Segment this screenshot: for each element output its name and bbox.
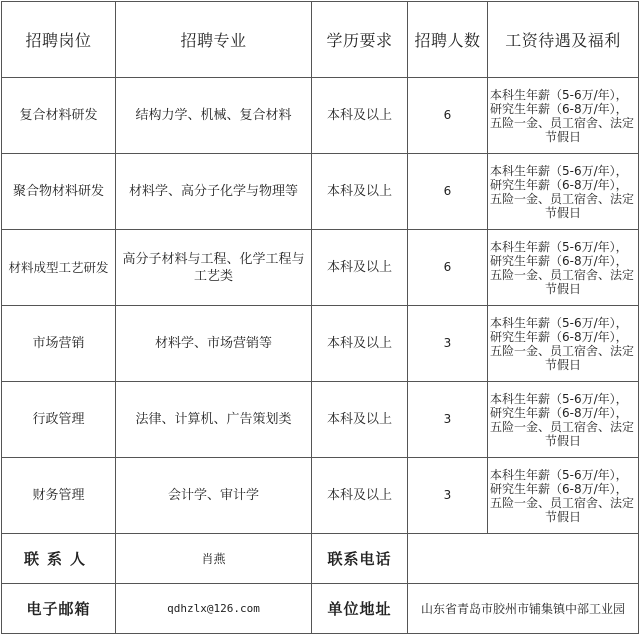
- header-education: 学历要求: [312, 2, 408, 78]
- table-row: [2, 382, 639, 458]
- benefit-line: 研究生年薪（6-8万/年），: [490, 405, 628, 420]
- header-benefits: 工资待遇及福利: [488, 2, 639, 78]
- count-cell: 3: [408, 458, 488, 534]
- position-cell: 复合材料研发: [2, 78, 116, 154]
- recruitment-table: [1, 1, 639, 634]
- benefit-line: 本科生年薪（5-6万/年），: [490, 239, 628, 254]
- table-row: [2, 154, 639, 230]
- count-cell: 6: [408, 230, 488, 306]
- major-cell: 会计学、审计学: [116, 458, 312, 534]
- count-cell: 6: [408, 154, 488, 230]
- position-cell: 市场营销: [2, 306, 116, 382]
- major-cell: 材料学、市场营销等: [116, 306, 312, 382]
- major-cell: 结构力学、机械、复合材料: [116, 78, 312, 154]
- education-cell: 本科及以上: [312, 458, 408, 534]
- email-label: 电子邮箱: [2, 584, 116, 634]
- benefits-cell: [488, 458, 639, 534]
- benefits-cell: [488, 154, 639, 230]
- position-cell: 材料成型工艺研发: [2, 230, 116, 306]
- education-cell: 本科及以上: [312, 78, 408, 154]
- contact-person-label: 联系人: [2, 534, 116, 584]
- benefit-line: 节假日: [544, 433, 581, 448]
- count-cell: 3: [408, 382, 488, 458]
- education-cell: 本科及以上: [312, 382, 408, 458]
- benefit-line: 五险一金、员工宿舍、法定: [490, 267, 635, 282]
- position-cell: 财务管理: [2, 458, 116, 534]
- benefit-line: 五险一金、员工宿舍、法定: [490, 115, 635, 130]
- benefit-line: 节假日: [544, 357, 581, 372]
- contact-phone-label: 联系电话: [312, 534, 408, 584]
- benefit-line: 研究生年薪（6-8万/年），: [490, 101, 628, 116]
- benefits-cell: [488, 306, 639, 382]
- table-header-row: [2, 2, 639, 78]
- position-cell: 行政管理: [2, 382, 116, 458]
- header-count: 招聘人数: [408, 2, 488, 78]
- email-value[interactable]: qdhzlx@126.com: [116, 584, 312, 634]
- benefit-line: 本科生年薪（5-6万/年），: [490, 87, 628, 102]
- contact-person-value: 肖燕: [116, 534, 312, 584]
- education-cell: 本科及以上: [312, 230, 408, 306]
- benefit-line: 研究生年薪（6-8万/年），: [490, 177, 628, 192]
- benefit-line: 节假日: [544, 281, 581, 296]
- address-value: 山东省青岛市胶州市铺集镇中部工业园: [408, 584, 639, 634]
- benefit-line: 本科生年薪（5-6万/年），: [490, 391, 628, 406]
- email-row: [2, 584, 639, 634]
- education-cell: 本科及以上: [312, 154, 408, 230]
- table-row: [2, 230, 639, 306]
- benefit-line: 五险一金、员工宿舍、法定: [490, 495, 635, 510]
- benefit-line: 研究生年薪（6-8万/年），: [490, 329, 628, 344]
- benefit-line: 研究生年薪（6-8万/年），: [490, 481, 628, 496]
- benefit-line: 五险一金、员工宿舍、法定: [490, 343, 635, 358]
- major-cell: 材料学、高分子化学与物理等: [116, 154, 312, 230]
- benefit-line: 节假日: [544, 205, 581, 220]
- header-position: 招聘岗位: [2, 2, 116, 78]
- header-major: 招聘专业: [116, 2, 312, 78]
- contact-row: [2, 534, 639, 584]
- address-label: 单位地址: [312, 584, 408, 634]
- benefit-line: 研究生年薪（6-8万/年），: [490, 253, 628, 268]
- count-cell: 6: [408, 78, 488, 154]
- table-row: [2, 306, 639, 382]
- table-row: [2, 78, 639, 154]
- contact-phone-value: [408, 534, 639, 584]
- benefit-line: 本科生年薪（5-6万/年），: [490, 467, 628, 482]
- benefit-line: 五险一金、员工宿舍、法定: [490, 419, 635, 434]
- benefit-line: 本科生年薪（5-6万/年），: [490, 163, 628, 178]
- benefit-line: 五险一金、员工宿舍、法定: [490, 191, 635, 206]
- position-cell: 聚合物材料研发: [2, 154, 116, 230]
- major-cell: 高分子材料与工程、化学工程与工艺类: [116, 230, 312, 306]
- benefit-line: 节假日: [544, 129, 581, 144]
- education-cell: 本科及以上: [312, 306, 408, 382]
- benefits-cell: [488, 230, 639, 306]
- count-cell: 3: [408, 306, 488, 382]
- table-row: [2, 458, 639, 534]
- major-cell: 法律、计算机、广告策划类: [116, 382, 312, 458]
- benefit-line: 节假日: [544, 509, 581, 524]
- benefits-cell: [488, 78, 639, 154]
- benefit-line: 本科生年薪（5-6万/年），: [490, 315, 628, 330]
- benefits-cell: [488, 382, 639, 458]
